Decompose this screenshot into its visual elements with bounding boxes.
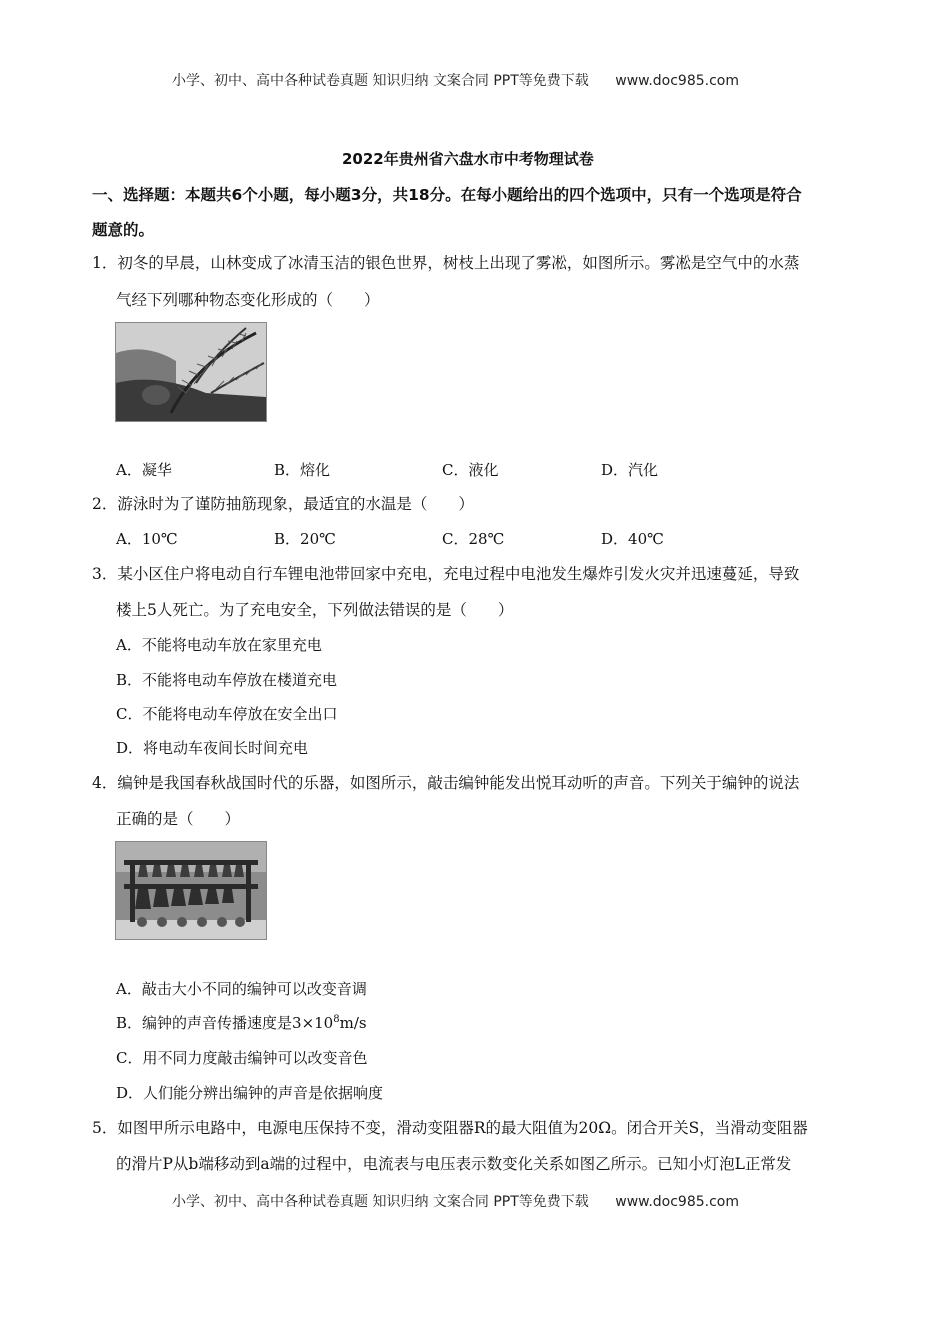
q5-stem-line1: 5．如图甲所示电路中，电源电压保持不变，滑动变阻器R的最大阻值为20Ω。闭合开关S，当滑动变阻器: [92, 1119, 808, 1137]
header-links-text: 小学、初中、高中各种试卷真题 知识归纳 文案合同 PPT等免费下载: [172, 73, 589, 89]
q3-option-c: C．不能将电动车停放在安全出口: [116, 705, 338, 723]
q3-stem-line1: 3．某小区住户将电动自行车锂电池带回家中充电，充电过程中电池发生爆炸引发火灾并迅速蔓延，导致: [92, 565, 800, 583]
q4-stem-line1: 4．编钟是我国春秋战国时代的乐器，如图所示，敲击编钟能发出悦耳动听的声音。下列关于编钟的说法: [92, 774, 800, 792]
q2-option-b: B．20℃: [274, 530, 336, 548]
rime-branch-image: [116, 323, 266, 421]
q1-option-a: A．凝华: [116, 461, 172, 479]
q1-stem-line2: 气经下列哪种物态变化形成的（ ）: [116, 291, 380, 309]
q3-option-b: B．不能将电动车停放在楼道充电: [116, 671, 338, 689]
q5-stem-line2: 的滑片P从b端移动到a端的过程中，电流表与电压表示数变化关系如图乙所示。已知小灯泡L正常发: [116, 1155, 792, 1173]
q4-stem-line2: 正确的是（ ）: [116, 810, 241, 828]
footer-site-link[interactable]: www.doc985.com: [615, 1194, 739, 1210]
bianzhong-bells-image: [116, 842, 266, 939]
q2-option-a: A．10℃: [116, 530, 178, 548]
section-heading-line2: 题意的。: [92, 221, 155, 239]
q4-option-c: C．用不同力度敲击编钟可以改变音色: [116, 1049, 368, 1067]
q3-stem-line2: 楼上5人死亡。为了充电安全，下列做法错误的是（ ）: [116, 601, 514, 619]
page-header: [172, 70, 739, 90]
section-heading-line1: 一、选择题：本题共6个小题，每小题3分，共18分。在每小题给出的四个选项中，只有一个选项是符合: [92, 186, 802, 204]
q1-option-d: D．汽化: [601, 461, 659, 479]
q4-option-d: D．人们能分辨出编钟的声音是依据响度: [116, 1084, 384, 1102]
q2-option-d: D．40℃: [601, 530, 664, 548]
q3-option-a: A．不能将电动车放在家里充电: [116, 636, 322, 654]
q2-stem: 2．游泳时为了谨防抽筋现象，最适宜的水温是（ ）: [92, 495, 474, 513]
q4-option-b: [116, 1012, 367, 1033]
q4-bianzhong-photo: [115, 841, 267, 940]
q1-option-b: B．熔化: [274, 461, 331, 479]
q1-rime-photo: [115, 322, 267, 422]
page-title: 2022年贵州省六盘水市中考物理试卷: [342, 150, 594, 168]
q4-option-b-exponent: 8: [333, 1014, 340, 1025]
header-site-link[interactable]: www.doc985.com: [615, 73, 739, 89]
q4-option-b-unit: m/s: [339, 1014, 367, 1032]
q1-stem-line1: 1．初冬的早晨，山林变成了冰清玉洁的银色世界，树枝上出现了雾凇，如图所示。雾凇是空气中的水蒸: [92, 254, 800, 272]
page-footer: [172, 1191, 739, 1211]
q3-option-d: D．将电动车夜间长时间充电: [116, 739, 309, 757]
q2-option-c: C．28℃: [442, 530, 505, 548]
footer-links-text: 小学、初中、高中各种试卷真题 知识归纳 文案合同 PPT等免费下载: [172, 1194, 589, 1210]
q4-option-b-text: B．编钟的声音传播速度是3×10: [116, 1014, 334, 1032]
q4-option-a: A．敲击大小不同的编钟可以改变音调: [116, 980, 367, 998]
q1-option-c: C．液化: [442, 461, 499, 479]
